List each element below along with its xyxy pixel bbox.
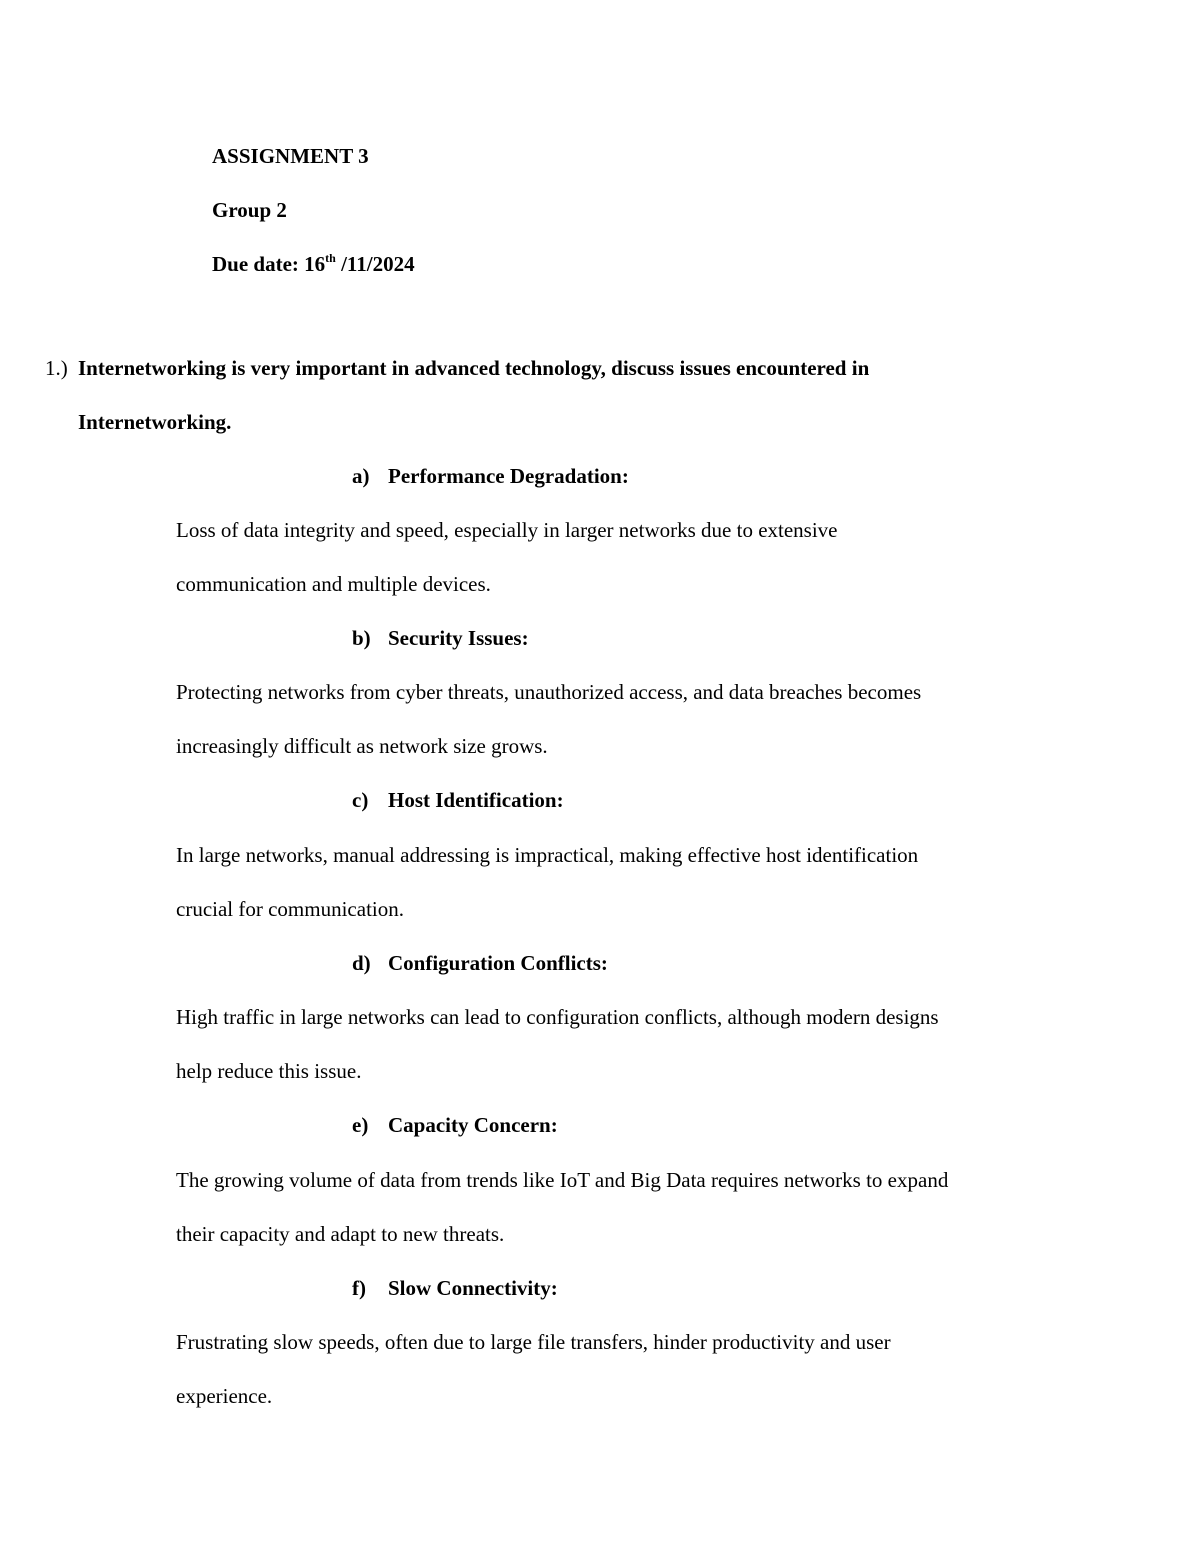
question-text-2: Internetworking. — [78, 410, 232, 434]
issue-heading — [352, 950, 608, 976]
issue-text-line: Frustrating slow speeds, often due to large file transfers, hinder productivity and user — [176, 1330, 891, 1354]
issue-text-line: High traffic in large networks can lead to configuration conflicts, although modern designs — [176, 1005, 939, 1029]
assignment-title: ASSIGNMENT 3 — [212, 144, 369, 168]
issue-letter: a) — [352, 464, 370, 488]
issue-heading — [352, 787, 564, 813]
issue-text-line: experience. — [176, 1384, 273, 1408]
due-date-suffix: /11/2024 — [335, 252, 415, 276]
issue-title: Security Issues: — [388, 626, 529, 650]
issue-heading — [352, 463, 629, 489]
issue-title: Performance Degradation: — [388, 464, 629, 488]
issue-letter: c) — [352, 788, 369, 812]
due-date-superscript: th — [325, 251, 336, 265]
issue-letter: d) — [352, 951, 371, 975]
issue-heading — [352, 1275, 558, 1301]
issue-title: Host Identification: — [388, 788, 564, 812]
issue-letter: b) — [352, 626, 371, 650]
issue-text-line: their capacity and adapt to new threats. — [176, 1222, 505, 1246]
issue-text-line: The growing volume of data from trends like IoT and Big Data requires networks to expand — [176, 1168, 949, 1192]
issue-text-line: In large networks, manual addressing is impractical, making effective host identification — [176, 843, 919, 867]
issue-text-line: help reduce this issue. — [176, 1059, 362, 1083]
issue-text-line: communication and multiple devices. — [176, 572, 491, 596]
issue-text-line: crucial for communication. — [176, 897, 404, 921]
issue-text-line: increasingly difficult as network size grows. — [176, 734, 548, 758]
issue-title: Slow Connectivity: — [388, 1276, 558, 1300]
issue-letter: e) — [352, 1113, 369, 1137]
question-number: 1.) — [45, 356, 68, 380]
issue-title: Configuration Conflicts: — [388, 951, 608, 975]
issue-heading — [352, 1112, 558, 1138]
due-date — [212, 251, 415, 277]
group-label: Group 2 — [212, 198, 287, 222]
due-date-prefix: Due date: 16 — [212, 252, 326, 276]
question-text-1: Internetworking is very important in advanced technology, discuss issues encountered in — [78, 356, 870, 380]
issue-heading — [352, 625, 529, 651]
issue-title: Capacity Concern: — [388, 1113, 558, 1137]
issue-text-line: Loss of data integrity and speed, especially in larger networks due to extensive — [176, 518, 838, 542]
issue-text-line: Protecting networks from cyber threats, unauthorized access, and data breaches becomes — [176, 680, 922, 704]
issue-letter: f) — [352, 1276, 366, 1300]
